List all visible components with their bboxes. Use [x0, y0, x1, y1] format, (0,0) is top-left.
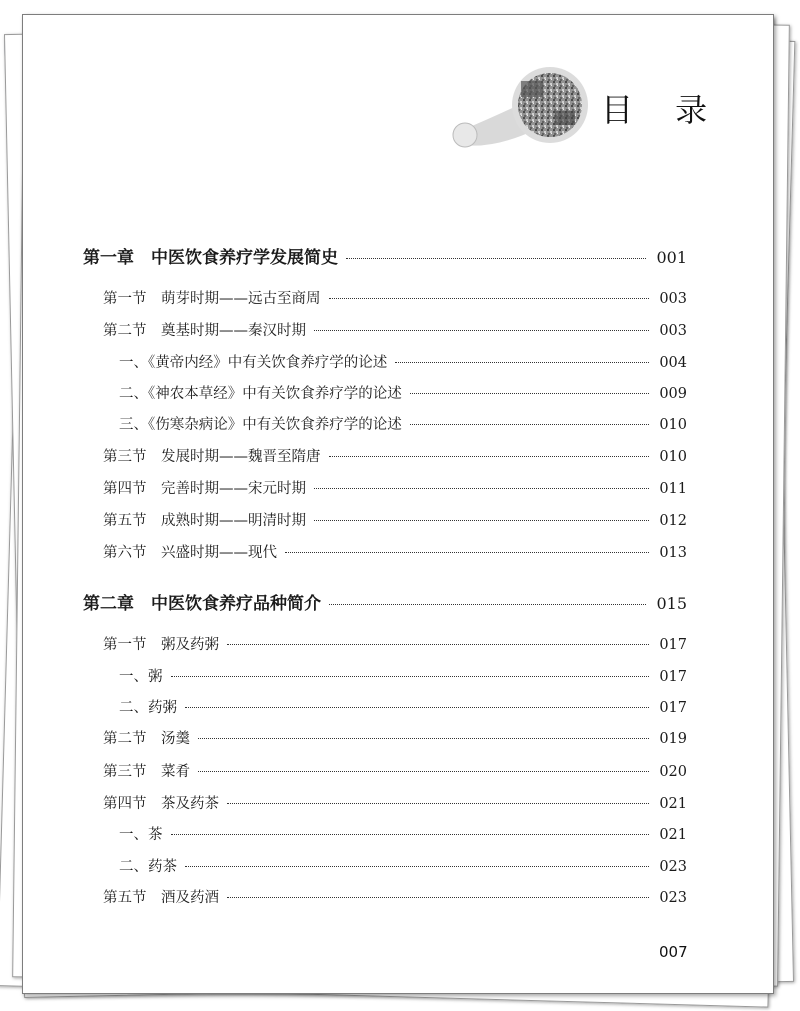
- dot-leader: [285, 552, 649, 553]
- dot-leader: [198, 738, 649, 739]
- dot-leader: [171, 676, 650, 677]
- toc-entry-label: 二、药茶: [119, 859, 177, 875]
- dot-leader: [227, 897, 649, 898]
- toc-chapter-entry[interactable]: [83, 243, 687, 268]
- dot-leader: [329, 456, 650, 457]
- toc-entry-label: 第三节 菜肴: [103, 764, 190, 780]
- toc-section-entry[interactable]: [103, 287, 687, 308]
- toc-entry-label: 第一节 萌芽时期——远古至商周: [103, 291, 321, 307]
- toc-entry-page: 003: [659, 323, 687, 339]
- dot-leader: [410, 424, 650, 425]
- toc-entry-label: 第二节 奠基时期——秦汉时期: [103, 323, 306, 339]
- toc-entry-label: 一、《黄帝内经》中有关饮食养疗学的论述: [119, 355, 388, 371]
- toc-section-entry[interactable]: [103, 509, 687, 530]
- dot-leader: [185, 866, 649, 867]
- toc-entry-page: 023: [659, 890, 687, 906]
- toc-section-entry[interactable]: [103, 633, 687, 654]
- toc-entry-page: 017: [659, 637, 687, 653]
- toc-entry-page: 001: [656, 248, 687, 267]
- toc-entry-page: 011: [659, 481, 687, 497]
- dot-leader: [395, 362, 649, 363]
- toc-entry-page: 009: [659, 386, 687, 402]
- dot-leader: [198, 771, 649, 772]
- toc-section-entry[interactable]: [103, 792, 687, 813]
- toc-page: [22, 14, 774, 994]
- toc-entry-page: 017: [659, 669, 687, 685]
- toc-entry-label: 第五节 酒及药酒: [103, 890, 219, 906]
- toc-entry-page: 013: [659, 545, 687, 561]
- toc-entry-label: 一、粥: [119, 669, 163, 685]
- toc-entry-page: 015: [656, 594, 687, 613]
- toc-entry-label: 二、《神农本草经》中有关饮食养疗学的论述: [119, 386, 402, 402]
- toc-subsection-entry[interactable]: [119, 351, 687, 372]
- page-number: 007: [659, 943, 688, 961]
- toc-subsection-entry[interactable]: [119, 413, 687, 434]
- toc-entry-label: 第二节 汤羹: [103, 731, 190, 747]
- toc-subsection-entry[interactable]: [119, 696, 687, 717]
- dot-leader: [329, 298, 650, 299]
- toc-entry-page: 021: [659, 796, 687, 812]
- dot-leader: [185, 707, 649, 708]
- toc-entry-page: 017: [659, 700, 687, 716]
- toc-entry-page: 020: [659, 764, 687, 780]
- dot-leader: [227, 803, 649, 804]
- toc-section-entry[interactable]: [103, 445, 687, 466]
- toc-entry-label: 第四节 完善时期——宋元时期: [103, 481, 306, 497]
- toc-section-entry[interactable]: [103, 477, 687, 498]
- toc-entry-label: 第五节 成熟时期——明清时期: [103, 513, 306, 529]
- toc-section-entry[interactable]: [103, 760, 687, 781]
- toc-entry-page: 010: [659, 449, 687, 465]
- toc-subsection-entry[interactable]: [119, 665, 687, 686]
- toc-entry-label: 第一节 粥及药粥: [103, 637, 219, 653]
- toc-entry-page: 023: [659, 859, 687, 875]
- toc-entry-page: 021: [659, 827, 687, 843]
- dot-leader: [171, 834, 650, 835]
- toc-entry-label: 二、药粥: [119, 700, 177, 716]
- table-of-contents: [23, 15, 773, 993]
- dot-leader: [314, 488, 649, 489]
- toc-entry-label: 第三节 发展时期——魏晋至隋唐: [103, 449, 321, 465]
- toc-chapter-entry[interactable]: [83, 589, 687, 614]
- toc-subsection-entry[interactable]: [119, 855, 687, 876]
- toc-entry-page: 003: [659, 291, 687, 307]
- dot-leader: [410, 393, 650, 394]
- page-title: 目 录: [601, 91, 724, 129]
- dot-leader: [329, 604, 646, 605]
- toc-entry-page: 019: [659, 731, 687, 747]
- toc-section-entry[interactable]: [103, 541, 687, 562]
- toc-entry-label: 第六节 兴盛时期——现代: [103, 545, 277, 561]
- toc-entry-page: 010: [659, 417, 687, 433]
- toc-entry-label: 三、《伤寒杂病论》中有关饮食养疗学的论述: [119, 417, 402, 433]
- toc-entry-page: 004: [659, 355, 687, 371]
- toc-entry-page: 012: [659, 513, 687, 529]
- toc-entry-label: 第四节 茶及药茶: [103, 796, 219, 812]
- toc-subsection-entry[interactable]: [119, 382, 687, 403]
- toc-section-entry[interactable]: [103, 886, 687, 907]
- toc-entry-label: 第一章 中医饮食养疗学发展简史: [83, 248, 338, 268]
- dot-leader: [227, 644, 649, 645]
- dot-leader: [346, 258, 646, 259]
- dot-leader: [314, 330, 649, 331]
- toc-entry-label: 一、茶: [119, 827, 163, 843]
- toc-entry-label: 第二章 中医饮食养疗品种简介: [83, 594, 321, 614]
- toc-section-entry[interactable]: [103, 319, 687, 340]
- dot-leader: [314, 520, 649, 521]
- toc-section-entry[interactable]: [103, 727, 687, 748]
- toc-subsection-entry[interactable]: [119, 823, 687, 844]
